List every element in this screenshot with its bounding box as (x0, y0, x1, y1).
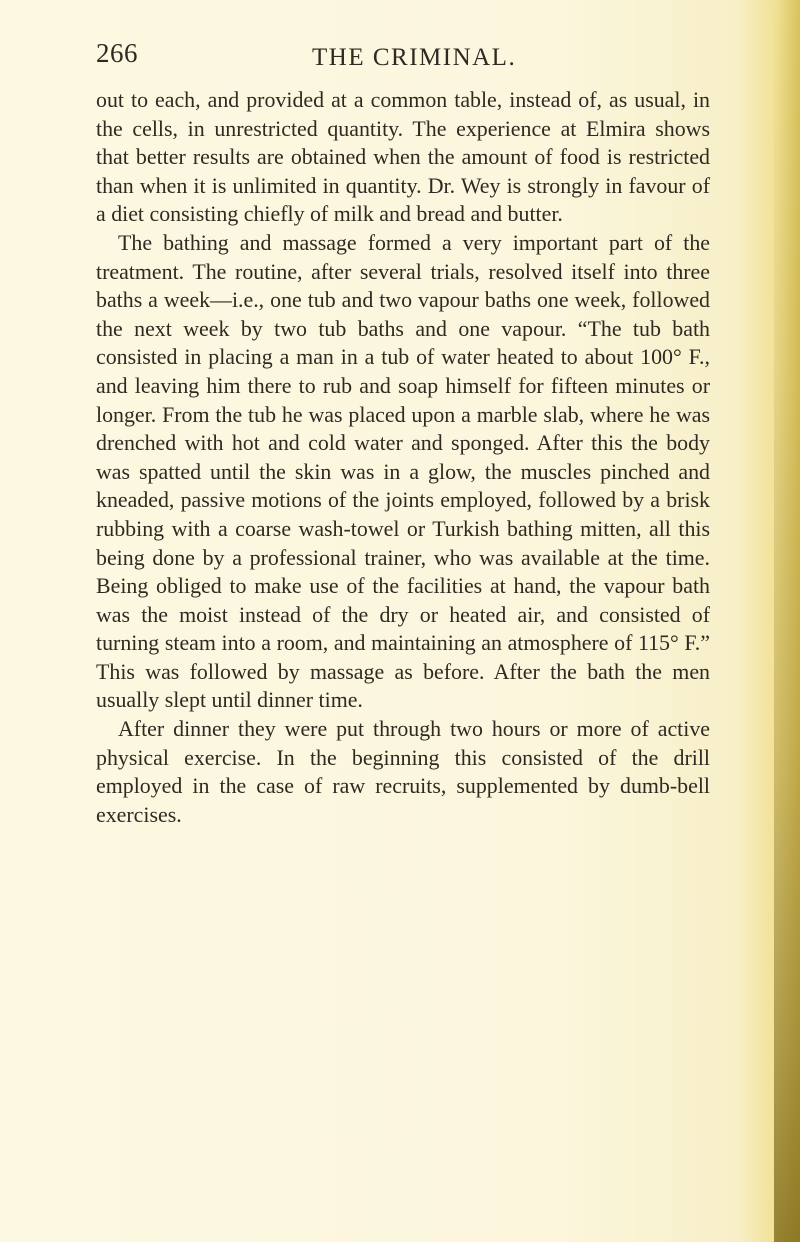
running-head: THE CRIMINAL. (312, 44, 517, 71)
paragraph-bathing: The bathing and massage formed a very important part of the treatment. The routine, after several trials, resolved itself into three baths a week—i.e., one tub and two vapour baths one week, followed the next week by two tub baths and one vapour. “The tub bath consisted in placing a man in a tub of water heated to about 100° F., and leaving him there to rub and soap himself for fifteen minutes or longer. From the tub he was placed upon a marble slab, where he was drenched with hot and cold water and sponged. After this the body was spatted until the skin was in a glow, the muscles pinched and kneaded, passive motions of the joints employed, followed by a brisk rubbing with a coarse wash-towel or Turkish bathing mitten, all this being done by a professional trainer, who was available at the time. Being obliged to make use of the facilities at hand, the vapour bath was the moist instead of the dry or heated air, and consisted of turning steam into a room, and maintaining an atmosphere of 115° F.” This was followed by massage as before. After the bath the men usually slept until dinner time. (96, 229, 710, 713)
page-edge-stain (774, 0, 800, 1242)
body-text (96, 86, 710, 829)
page-header (96, 38, 718, 78)
paragraph-exercise: After dinner they were put through two hours or more of active physical exercise. In the beginning this consisted of the drill employed in the case of raw recruits, supplemented by dumb-bell exercises. (96, 716, 710, 827)
paragraph-diet: out to each, and provided at a common table, instead of, as usual, in the cells, in unrestricted quantity. The experience at Elmira shows that better results are obtained when the amount of food is restricted than when it is unlimited in quantity. Dr. Wey is strongly in favour of a diet consisting chiefly of milk and bread and butter. (96, 87, 710, 227)
page-number: 266 (96, 38, 138, 68)
